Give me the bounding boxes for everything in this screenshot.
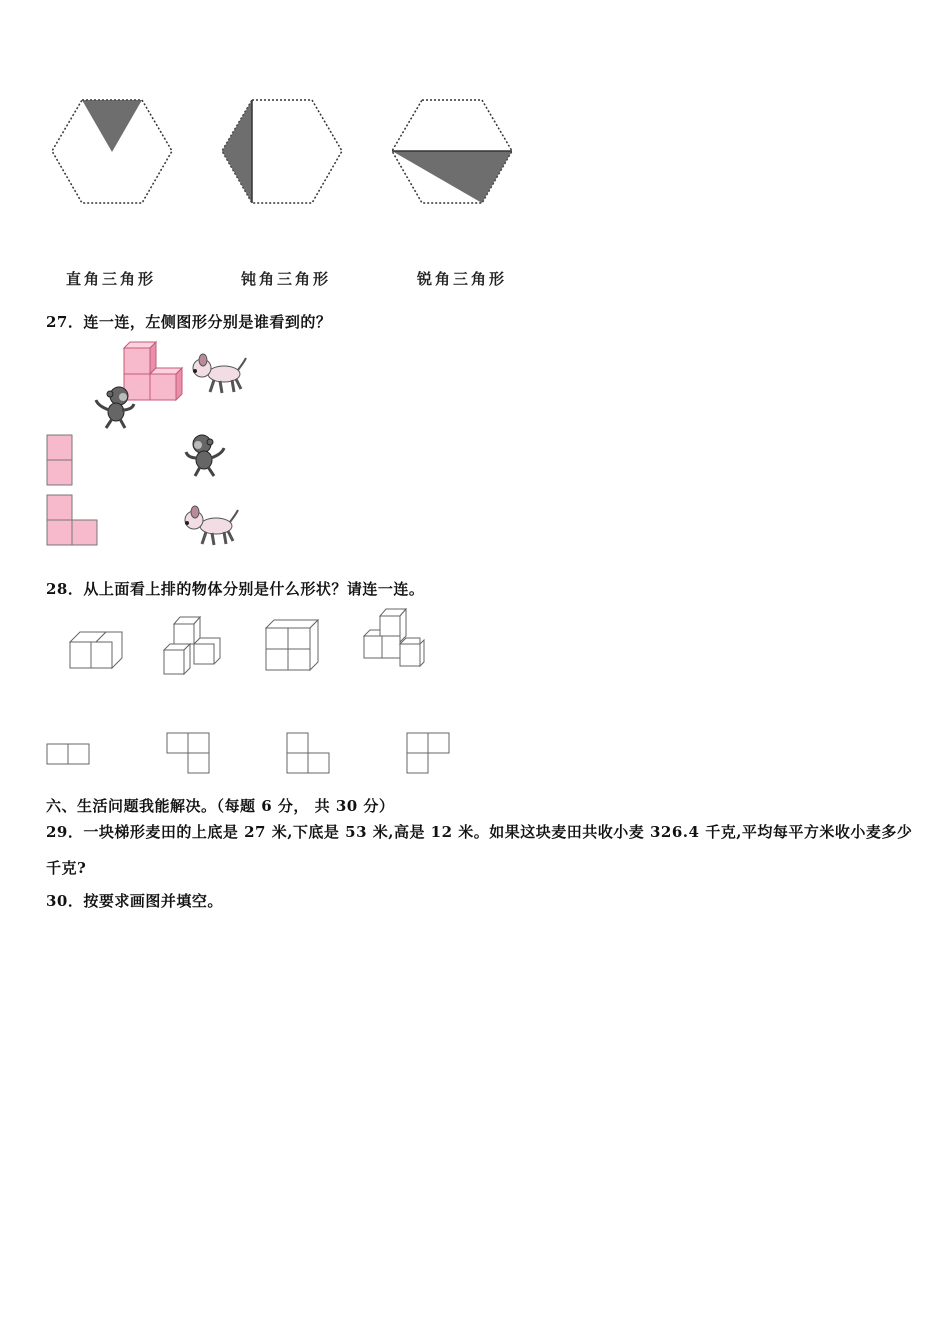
top-view-shape-2 [166, 732, 212, 778]
question-30: 30．按要求画图并填空。 [46, 892, 223, 910]
object-4-cubes [358, 606, 426, 676]
object-3-cubes [262, 618, 322, 676]
top-view-two-horizontal [46, 741, 92, 767]
acute-triangle-label: 锐角三角形 [417, 270, 508, 288]
obtuse-triangle-label: 钝角三角形 [241, 270, 332, 288]
view-two-stacked-squares [46, 434, 74, 488]
monkey-icon [92, 384, 140, 430]
hexagon-obtuse-triangle [220, 98, 345, 208]
top-view-shape-3 [286, 732, 332, 778]
hexagon-acute-triangle [390, 98, 515, 208]
object-1-cubes [66, 628, 126, 676]
view-l-shape [46, 494, 100, 548]
question-29-line2: 千克? [46, 859, 87, 877]
question-28: 28．从上面看上排的物体分别是什么形状？请连一连。 [46, 580, 425, 598]
question-27: 27．连一连，左侧图形分别是谁看到的？ [46, 313, 332, 331]
question-29-line1: 29．一块梯形麦田的上底是 27 米,下底是 53 米,高是 12 米。如果这块麦田共收小麦 326.4 千克,平均每平方米收小麦多少 [46, 823, 913, 841]
dog-icon [188, 352, 248, 396]
section-6-heading: 六、生活问题我能解决。（每题 6 分， 共 30 分） [46, 797, 395, 815]
hexagon-right-triangle [50, 98, 175, 208]
top-view-shape-4 [406, 732, 452, 778]
dog-icon [180, 504, 240, 548]
monkey-icon [180, 432, 228, 478]
object-2-cubes [160, 614, 226, 678]
right-triangle-label: 直角三角形 [66, 270, 157, 288]
